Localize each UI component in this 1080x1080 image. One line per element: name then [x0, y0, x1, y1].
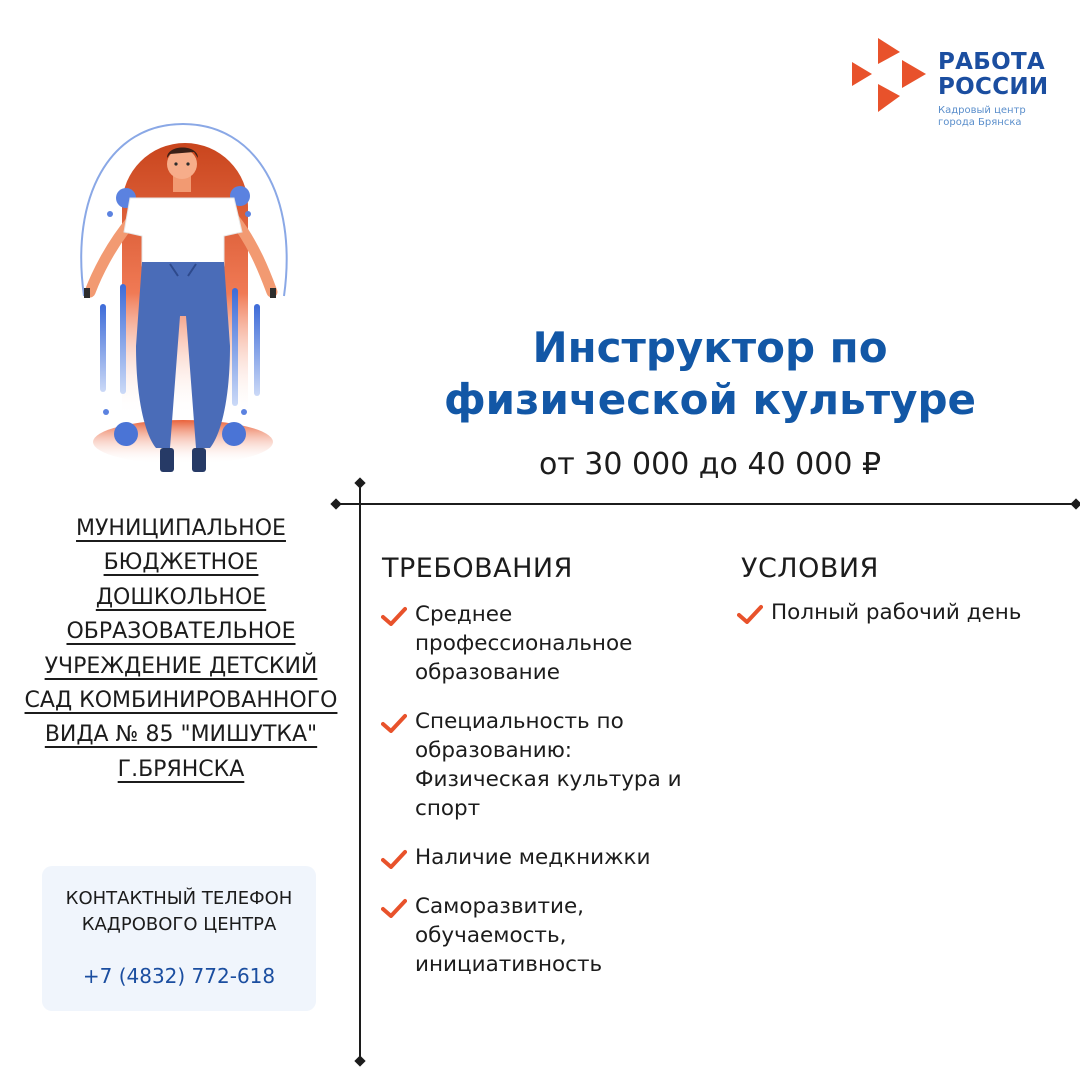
check-icon [381, 606, 407, 626]
divider-dot-right [1070, 498, 1080, 509]
brand-logo [850, 34, 1060, 134]
logo-mark-icon [850, 34, 930, 114]
conditions-list [737, 598, 1077, 627]
check-icon [381, 898, 407, 918]
divider-dot-top [354, 477, 365, 488]
jump-rope-illustration [70, 116, 300, 486]
contact-phone[interactable]: +7 (4832) 772-618 [82, 964, 276, 988]
logo-title: РАБОТА РОССИИ [938, 49, 1049, 100]
employer-name: МУНИЦИПАЛЬНОЕ БЮДЖЕТНОЕ ДОШКОЛЬНОЕ ОБРАЗОВАТЕЛЬНОЕ УЧРЕЖДЕНИЕ ДЕТСКИЙ САД КОМБИНИРОВАННОГО ВИДА № 85 "МИШУТКА" Г.БРЯНСКА [24, 516, 338, 782]
list-item: Наличие медкнижки [381, 843, 711, 872]
divider-dot-bottom [354, 1055, 365, 1066]
vertical-divider [359, 482, 361, 1062]
horizontal-divider [336, 503, 1080, 505]
contact-label: КОНТАКТНЫЙ ТЕЛЕФОН КАДРОВОГО ЦЕНТРА [65, 888, 293, 935]
list-item: Специальность по образованию: Физическая культура и спорт [381, 707, 711, 823]
divider-dot-left [330, 498, 341, 509]
requirements-heading: ТРЕБОВАНИЯ [382, 553, 573, 584]
requirements-list [381, 600, 711, 999]
salary-range: от 30 000 до 40 000 ₽ [538, 447, 882, 482]
list-item: Саморазвитие, обучаемость, инициативность [381, 892, 711, 979]
logo-subtitle: Кадровый центр города Брянска [938, 105, 1026, 128]
check-icon [737, 604, 763, 624]
job-title: Инструктор по физической культуре [443, 323, 977, 424]
check-icon [381, 713, 407, 733]
list-item: Полный рабочий день [737, 598, 1077, 627]
list-item: Среднее профессиональное образование [381, 600, 711, 687]
check-icon [381, 849, 407, 869]
contact-card [42, 866, 316, 1011]
conditions-heading: УСЛОВИЯ [741, 553, 879, 584]
